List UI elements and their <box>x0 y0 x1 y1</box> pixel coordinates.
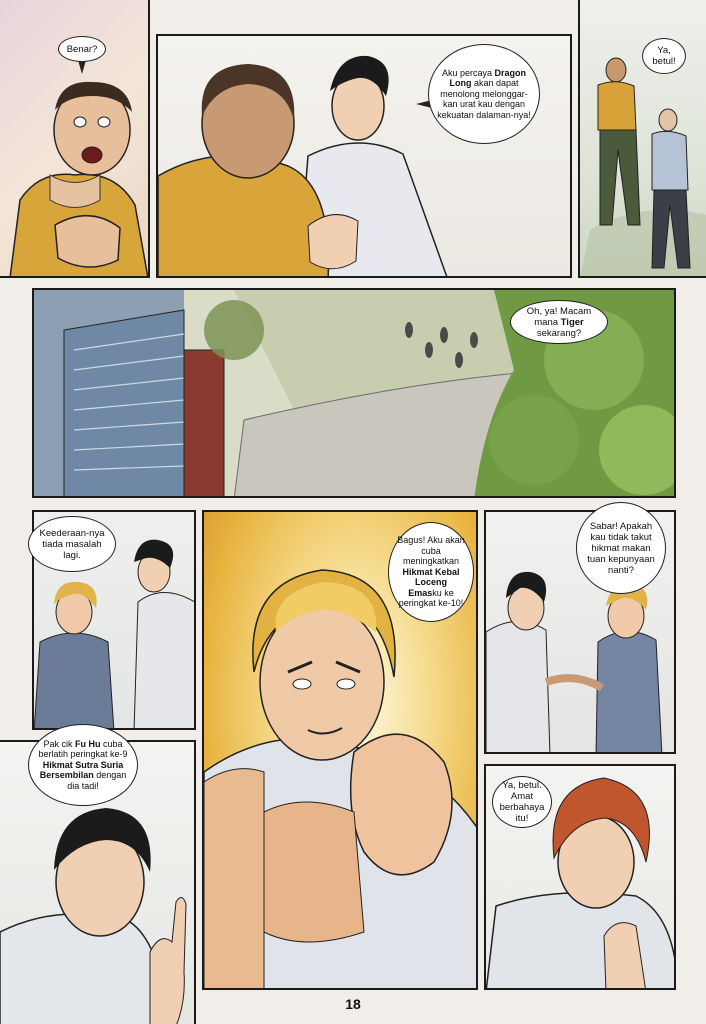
speech-bubble-1-tail <box>78 60 86 74</box>
speech-bubble-5: Keederaan-nya tiada masalah lagi. <box>28 516 116 572</box>
speech-bubble-6: Bagus! Aku akan cuba meningkatkan Hikmat Kebal Loceng Emasku ke peringkat ke-10! <box>388 522 474 622</box>
speech-bubble-2: Aku percaya Dragon Long akan dapat menolong melonggar-kan urat kau dengan kekuatan dalaman-nya! <box>428 44 540 144</box>
speech-bubble-4: Oh, ya! Macam mana Tiger sekarang? <box>510 300 608 344</box>
panel-3 <box>578 0 706 278</box>
walking-men-figure <box>580 0 706 278</box>
speech-bubble-8: Pak cik Fu Hu cuba berlatih peringkat ke-9 Hikmat Sutra Suria Bersembilan dengan dia tadi! <box>28 724 138 806</box>
speech-bubble-9: Ya, betul. Amat berbahaya itu! <box>492 776 552 828</box>
speech-bubble-7: Sabar! Apakah kau tidak takut hikmat makan tuan kepunyaan nanti? <box>576 502 666 594</box>
page-number: 18 <box>345 996 361 1012</box>
speech-bubble-1: Benar? <box>58 36 106 62</box>
speech-bubble-3: Ya, betul! <box>642 38 686 74</box>
